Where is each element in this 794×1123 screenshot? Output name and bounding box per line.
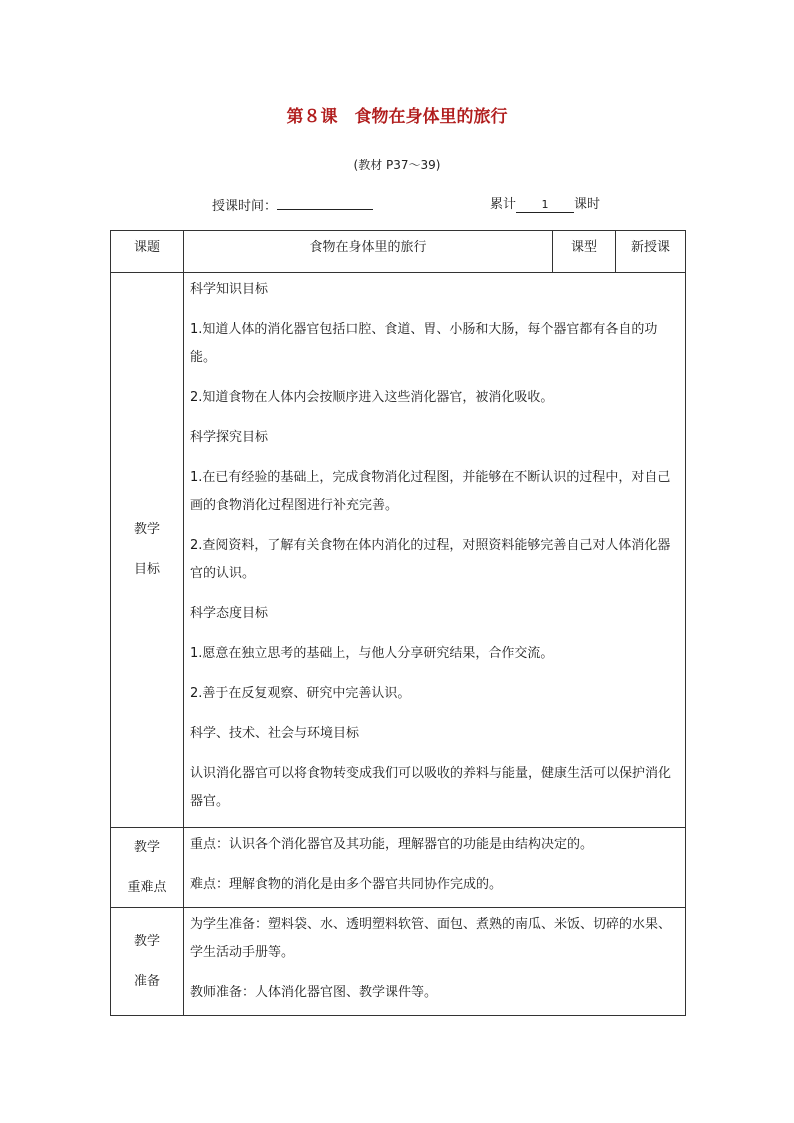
goals-label-line1: 教学 bbox=[133, 522, 160, 537]
lesson-count-label: 累计 bbox=[490, 197, 517, 212]
list-item: 1.愿意在独立思考的基础上，与他人分享研究结果，合作交流。 bbox=[190, 646, 554, 661]
list-item: 2.善于在反复观察、研究中完善认识。 bbox=[190, 686, 411, 701]
list-item: 为学生准备：塑料袋、水、透明塑料软管、面包、煮熟的南瓜、米饭、切碎的水果、学生活动手册等。 bbox=[190, 917, 672, 960]
teaching-time-label: 授课时间： bbox=[212, 199, 278, 214]
goals-label-line2: 目标 bbox=[133, 562, 160, 577]
lesson-plan-table bbox=[110, 230, 686, 1016]
lesson-count-value: 1 bbox=[516, 198, 574, 213]
teaching-time bbox=[212, 195, 373, 217]
list-item: 重点：认识各个消化器官及其功能，理解器官的功能是由结构决定的。 bbox=[190, 837, 594, 852]
topic-value: 食物在身体里的旅行 bbox=[309, 240, 427, 255]
goals-heading-attitude: 科学态度目标 bbox=[190, 606, 269, 621]
goals-heading-stse: 科学、技术、社会与环境目标 bbox=[190, 726, 360, 741]
topic-label: 课题 bbox=[133, 240, 160, 255]
type-value-cell bbox=[616, 231, 686, 273]
preparation-label-line1: 教学 bbox=[133, 933, 160, 949]
keypoints-label-cell bbox=[111, 828, 184, 908]
type-label: 课型 bbox=[570, 240, 597, 255]
preparation-label-cell bbox=[111, 908, 184, 1016]
table-row bbox=[111, 908, 686, 1016]
type-value: 新授课 bbox=[630, 240, 670, 255]
table-header-row bbox=[111, 231, 686, 273]
list-item: 2.知道食物在人体内会按顺序进入这些消化器官，被消化吸收。 bbox=[190, 390, 554, 405]
goals-content bbox=[184, 273, 686, 828]
topic-label-cell bbox=[111, 231, 184, 273]
goals-label-cell bbox=[111, 273, 184, 828]
teaching-time-blank bbox=[277, 195, 373, 210]
table-row bbox=[111, 273, 686, 828]
lesson-count-unit: 课时 bbox=[574, 197, 601, 212]
list-item: 难点：理解食物的消化是由多个器官共同协作完成的。 bbox=[190, 877, 503, 892]
goals-heading-knowledge: 科学知识目标 bbox=[190, 282, 269, 297]
type-label-cell bbox=[553, 231, 616, 273]
list-item: 1.知道人体的消化器官包括口腔、食道、胃、小肠和大肠，每个器官都有各自的功能。 bbox=[190, 322, 658, 365]
list-item: 教师准备：人体消化器官图、教学课件等。 bbox=[190, 985, 438, 1000]
lesson-count bbox=[490, 195, 600, 215]
list-item: 1.在已有经验的基础上，完成食物消化过程图，并能够在不断认识的过程中，对自己画的食物消化过程图进行补充完善。 bbox=[190, 470, 671, 513]
list-item: 2.查阅资料，了解有关食物在体内消化的过程，对照资料能够完善自己对人体消化器官的认识。 bbox=[190, 538, 671, 581]
preparation-content bbox=[184, 908, 686, 1016]
keypoints-label-line1: 教学 bbox=[133, 839, 160, 855]
topic-value-cell bbox=[184, 231, 553, 273]
preparation-label-line2: 准备 bbox=[133, 973, 160, 989]
table-row bbox=[111, 828, 686, 908]
list-item: 认识消化器官可以将食物转变成我们可以吸收的养料与能量，健康生活可以保护消化器官。 bbox=[190, 766, 672, 809]
page-title: 第８课 食物在身体里的旅行 bbox=[286, 107, 508, 127]
keypoints-content bbox=[184, 828, 686, 908]
goals-heading-inquiry: 科学探究目标 bbox=[190, 430, 269, 445]
textbook-pages: (教材 P37～39) bbox=[353, 158, 441, 172]
keypoints-label-line2: 重难点 bbox=[127, 879, 167, 895]
